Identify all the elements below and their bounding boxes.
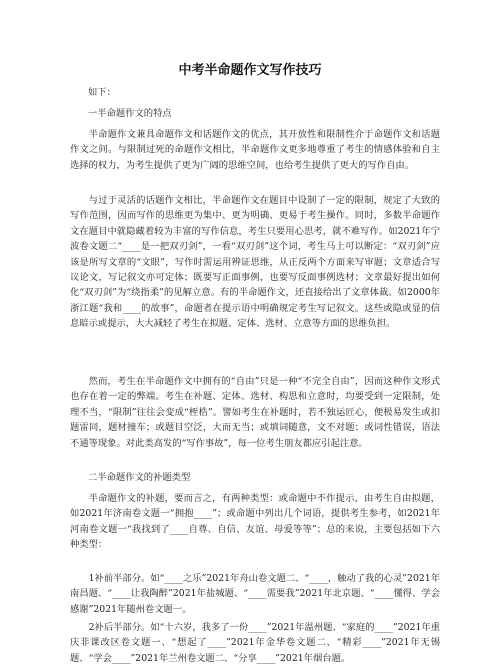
paragraph-types-intro: 半命题作文的补题，要而言之，有两种类型：或命题中不作提示，由考生自由拟题，如2021年济南卷文题一“拥抱____”；或命题中列出几个词语，提供考生参考，如2021年河南卷文题一“我找到了____自尊、自信、友谊、母爱等等”；总的来说，主要包括如下六种类型： (70, 493, 440, 551)
intro-text: 如下： (88, 87, 116, 98)
paragraph-features-3: 然而，考生在半命题作文中拥有的“自由”只是一种“不完全自由”，因而这种作文形式也存在着一定的弊端。考生在补题、定体、选材、构思和立意时，均要受到一定限制，处理不当，“限制”往往会变成“桎梏”。譬如考生在补题时，若不独运匠心，便极易发生或扣题雷同，题材撞车；或题目空泛，大而无当；或填词随意，文不对题；或词性错误，语法不通等现象。对此类高发的“写作事故”，每一位考生朋友都应引起注意。 (70, 376, 440, 449)
paragraph-features-1: 半命题作文兼具命题作文和话题作文的优点，其开放性和限制性介于命题作文和话题作文之间。与限制过死的命题作文相比，半命题作文更多地尊重了考生的情感体验和自主选择的权力，为考生提供了更为广阔的思维空间，也给考生提供了更大的写作自由。 (70, 129, 440, 171)
section-heading-features: 一半命题作文的特点 (88, 108, 172, 119)
paragraph-features-2: 与过于灵活的话题作文相比，半命题作文在题目中设制了一定的限制，规定了大致的写作范围，因而写作的思维更为集中、更为明确、更易于考生操作。同时，多数半命题作文在题目中就隐藏着较为丰富的写作信息，考生只要用心思考，就不难写作。如2021年宁波卷文题二“____是一把双刃剑”，一看“双刃剑”这个词，考生马上可以断定：“双刃剑”应该是所写文章的“文眼”，写作时需运用辨证思维，从正反两个方面来写审题；文章适合写议论文，写记叙文亦可定体；既要写正面事例，也要写反面事例选材；文章最好提出如何化“双刃剑”为“绕指柔”的见解立意。有的半命题作文，还直接给出了文章体裁。如2000年浙江题“我和____的故事”，命题者在提示语中明确规定考生写记叙文。这些或隐或显的信息暗示或提示，大大减轻了考生在拟题、定体、选材、立意等方面的思维负担。 (70, 195, 440, 330)
paragraph-type-2: 2补后半部分。如“十六岁，我多了一份____”2021年温州题、“家庭的____”2021年重庆非课改区卷文题一、“想起了____”2021年金华卷文题二、“精彩____”2021年无锡题、“学会____”2021年兰州卷文题二、“分享____”2021年烟台题。 (70, 622, 440, 664)
page-title: 中考半命题作文写作技巧 (178, 63, 322, 78)
section-heading-types: 二半命题作文的补题类型 (88, 472, 191, 483)
paragraph-type-1: 1补前半部分。如“____之乐”2021年舟山卷文题二、“____，触动了我的心灵”2021年南昌题、“____让我陶醉”2021年盐城题、“____需要我”2021年北京题、“____懂得、学会感谢”2021年随州卷文题一。 (70, 573, 440, 615)
